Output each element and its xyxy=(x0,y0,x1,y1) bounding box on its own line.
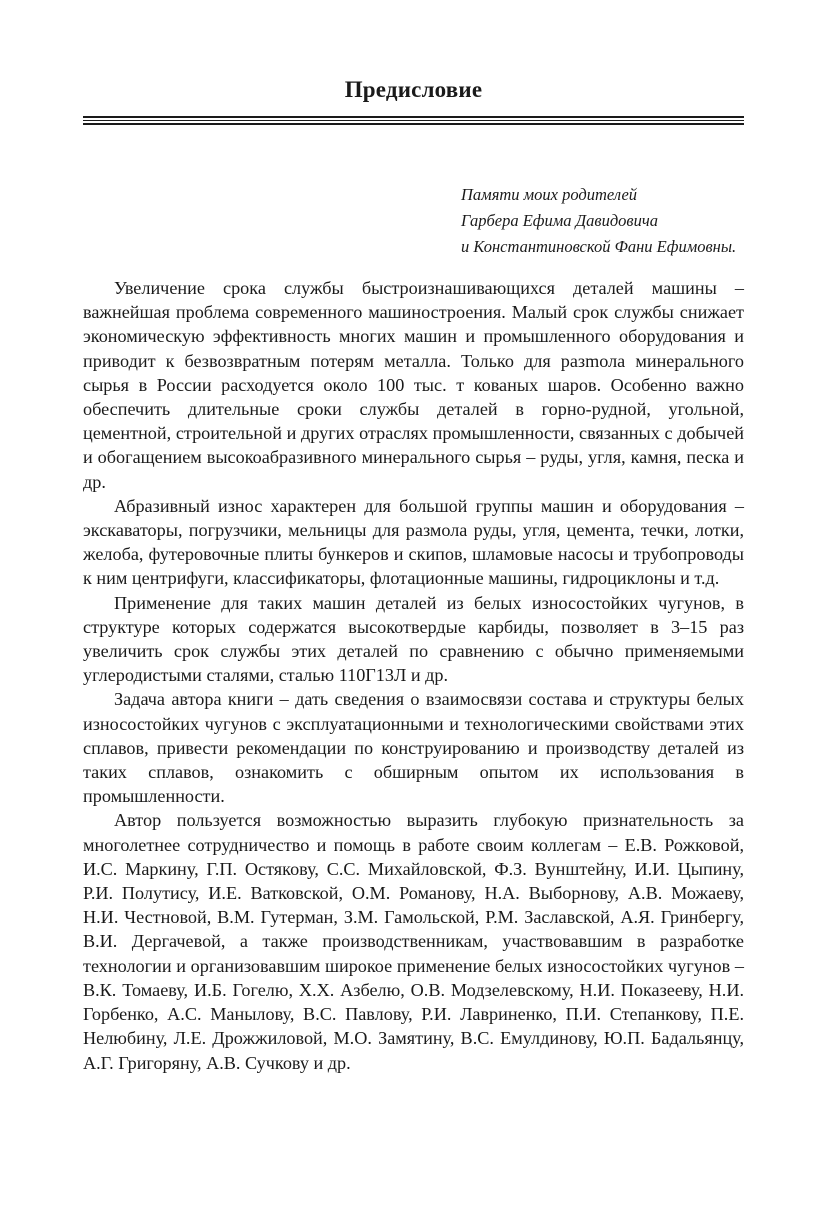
epigraph-line: Гарбера Ефима Давидовича xyxy=(461,211,658,230)
epigraph-dedication xyxy=(461,182,736,260)
page-title: Предисловие xyxy=(344,77,483,102)
title-rule-thick-top xyxy=(83,116,744,118)
paragraph: Абразивный износ характерен для большой группы машин и оборудования – экскаваторы, погрузчики, мельницы для размола руды, угля, цемента, течки, лотки, желоба, футеровочные плиты бункеров и скипов, шламовые насосы и трубопроводы к ним центрифуги, классификаторы, флотационные машины, гидроциклоны и т.д. xyxy=(83,495,744,589)
paragraph: Задача автора книги – дать сведения о взаимосвязи состава и структуры белых износостойких чугунов с эксплуатационными и технологическими свойствами этих сплавов, привести рекомендации по конструированию и производству деталей из таких сплавов, ознакомить с обширным опытом их использования в промышленности. xyxy=(83,689,744,807)
epigraph-line: и Константиновской Фани Ефимовны. xyxy=(461,237,737,256)
preface-body xyxy=(83,276,744,1075)
paragraph: Увеличение срока службы быстроизнашивающихся деталей машины – важнейшая проблема современного машиностроения. Малый срок службы снижает экономическую эффективность многих машин и промышленного оборудования и приводит к безвозвратным потерям металла. Только для разmола минерального сырья в России расходуется около 100 тыс. т кованых шаров. Особенно важно обеспечить длительные сроки службы деталей в горно-рудной, угольной, цементной, строительной и других отраслях промышленности, связанных с добычей и обогащением высокоабразивного минерального сырья – руды, угля, камня, песка и др. xyxy=(83,278,744,492)
title-underline xyxy=(83,116,744,125)
paragraph: Применение для таких машин деталей из белых износостойких чугунов, в структуре которых содержатся высокотвердые карбиды, позволяет в 3–15 раз увеличить срок службы этих деталей по сравнению с обычно применяемыми углеродистыми сталями, сталью 110Г13Л и др. xyxy=(83,592,744,686)
epigraph-line: Памяти моих родителей xyxy=(461,185,638,204)
title-rule-thick-bottom xyxy=(83,123,744,125)
title-rule-thin xyxy=(83,120,744,121)
document-page xyxy=(83,70,744,1073)
paragraph: Автор пользуется возможностью выразить глубокую признательность за многолетнее сотрудничество и помощь в работе своим коллегам – Е.В. Рожковой, И.С. Маркину, Г.П. Остякову, С.С. Михайловской, Ф.З. Вунштейну, И.И. Цыпину, Р.И. Полутису, И.Е. Ватковской, О.М. Романову, Н.А. Выборнову, А.В. Можаеву, Н.И. Честновой, В.М. Гутерман, З.М. Гамольской, Р.М. Заславской, А.Я. Гринбергу, В.И. Дергачевой, а также производственникам, участвовавшим в разработке технологии и организовавшим широкое применение белых износостойких чугунов – В.К. Томаеву, И.Б. Гогелю, Х.Х. Азбелю, О.В. Модзелевскому, Н.И. Показееву, Н.И. Горбенко, А.С. Манылову, В.С. Павлову, Р.И. Лавриненко, П.И. Степанкову, П.Е. Нелюбину, Л.Е. Дрожжиловой, М.О. Замятину, В.С. Емулдинову, Ю.П. Бадальянцу, А.Г. Григоряну, А.В. Сучкову и др. xyxy=(83,810,744,1073)
